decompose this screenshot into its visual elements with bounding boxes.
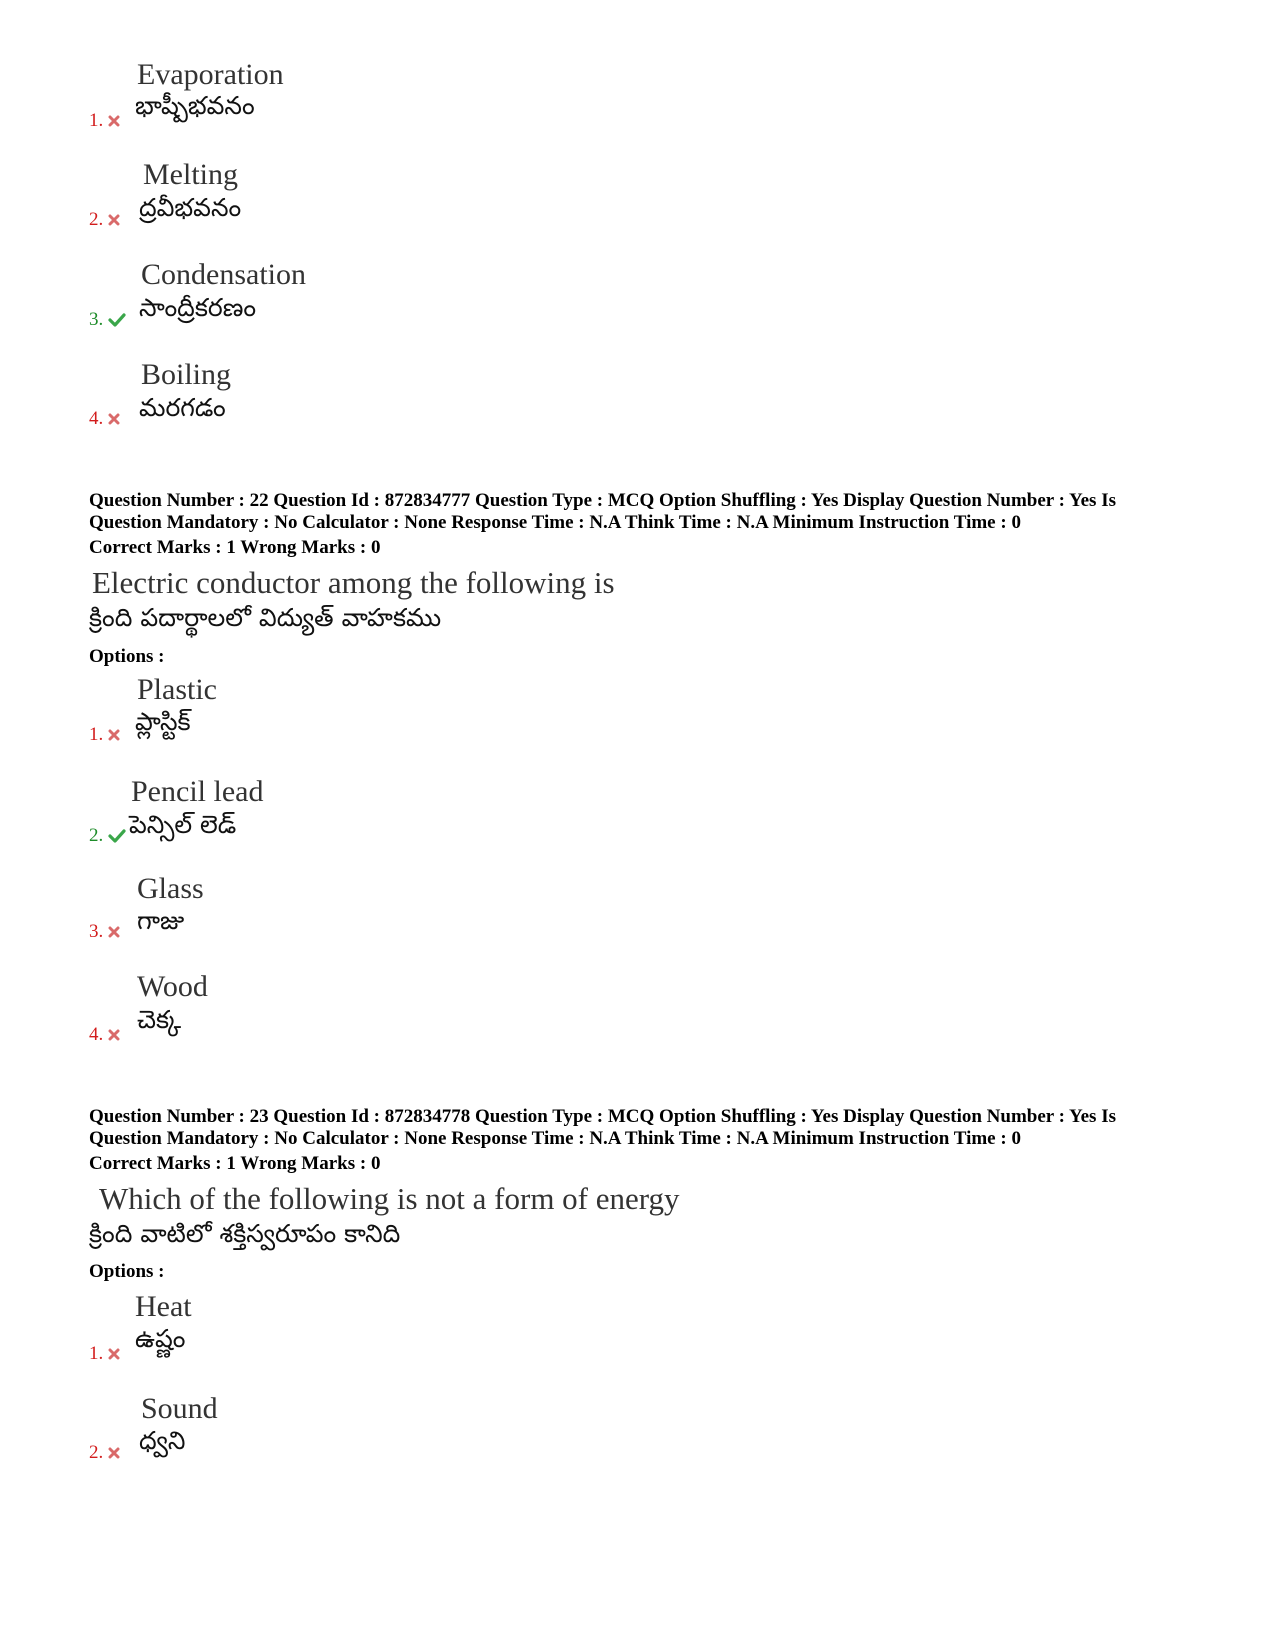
- option-text-te: ద్రవీభవనం: [139, 193, 242, 222]
- question-text-en: Which of the following is not a form of energy: [99, 1181, 680, 1216]
- option-marker: [89, 922, 120, 942]
- option-text-te: ప్లాస్టిక్: [135, 707, 191, 736]
- option-marker: [89, 725, 120, 745]
- option-number: 3.: [89, 921, 104, 942]
- question-meta: [89, 1106, 1209, 1150]
- option-marker: [89, 1443, 120, 1463]
- option-text-te: ఉష్ణం: [135, 1324, 186, 1353]
- option-marker: [89, 1344, 120, 1364]
- cross-icon: [108, 1447, 120, 1459]
- cross-icon: [108, 115, 120, 127]
- question-meta-line: Question Mandatory : No Calculator : None Response Time : N.A Think Time : N.A Minimum Instruction Time : 0: [89, 1128, 1021, 1149]
- check-icon: [108, 829, 126, 843]
- option-marker: [89, 310, 126, 330]
- question-meta-line: Question Mandatory : No Calculator : None Response Time : N.A Think Time : N.A Minimum Instruction Time : 0: [89, 512, 1021, 533]
- cross-icon: [108, 729, 120, 741]
- option-text-en: Heat: [135, 1290, 192, 1323]
- option-number: 1.: [89, 1343, 104, 1364]
- question-text-te: క్రింది పదార్థాలలో విద్యుత్ వాహకము: [89, 603, 442, 632]
- question-meta-line: Question Number : 22 Question Id : 872834777 Question Type : MCQ Option Shuffling : Yes Display Question Number : Yes Is: [89, 490, 1116, 511]
- option-text-te: గాజు: [137, 906, 185, 935]
- option-marker: [89, 1025, 120, 1045]
- option-number: 2.: [89, 825, 104, 846]
- option-marker: [89, 210, 120, 230]
- option-marker: [89, 409, 120, 429]
- cross-icon: [108, 214, 120, 226]
- option-text-te: పెన్సిల్ లెడ్: [129, 810, 237, 839]
- cross-icon: [108, 1348, 120, 1360]
- option-number: 1.: [89, 724, 104, 745]
- option-marker: [89, 826, 126, 846]
- option-marker: [89, 111, 120, 131]
- option-number: 4.: [89, 1024, 104, 1045]
- option-number: 2.: [89, 1442, 104, 1463]
- question-marks: Correct Marks : 1 Wrong Marks : 0: [89, 537, 381, 558]
- option-text-en: Wood: [137, 970, 208, 1003]
- options-label: Options :: [89, 646, 165, 667]
- question-marks: Correct Marks : 1 Wrong Marks : 0: [89, 1153, 381, 1174]
- question-text-en: Electric conductor among the following is: [92, 565, 615, 600]
- option-number: 2.: [89, 209, 104, 230]
- option-text-te: భాష్పీభవనం: [135, 91, 255, 120]
- question-meta: [89, 490, 1209, 534]
- option-text-te: సాంద్రీకరణం: [139, 293, 257, 322]
- option-text-te: మరగడం: [139, 393, 226, 422]
- cross-icon: [108, 413, 120, 425]
- option-text-en: Pencil lead: [131, 775, 264, 808]
- option-text-te: చెక్క: [137, 1005, 182, 1034]
- option-text-en: Melting: [143, 158, 238, 191]
- option-text-en: Evaporation: [137, 58, 284, 91]
- check-icon: [108, 313, 126, 327]
- cross-icon: [108, 1029, 120, 1041]
- cross-icon: [108, 926, 120, 938]
- option-text-en: Condensation: [141, 258, 306, 291]
- question-text-te: క్రింది వాటిలో శక్తిస్వరూపం కానిది: [89, 1219, 401, 1248]
- option-number: 1.: [89, 110, 104, 131]
- question-meta-line: Question Number : 23 Question Id : 872834778 Question Type : MCQ Option Shuffling : Yes Display Question Number : Yes Is: [89, 1106, 1116, 1127]
- option-text-en: Plastic: [137, 673, 217, 706]
- option-number: 3.: [89, 309, 104, 330]
- option-text-te: ధ్వని: [139, 1426, 186, 1455]
- option-text-en: Sound: [141, 1392, 218, 1425]
- options-label: Options :: [89, 1261, 165, 1282]
- option-text-en: Boiling: [141, 358, 232, 391]
- option-number: 4.: [89, 408, 104, 429]
- option-text-en: Glass: [137, 872, 204, 905]
